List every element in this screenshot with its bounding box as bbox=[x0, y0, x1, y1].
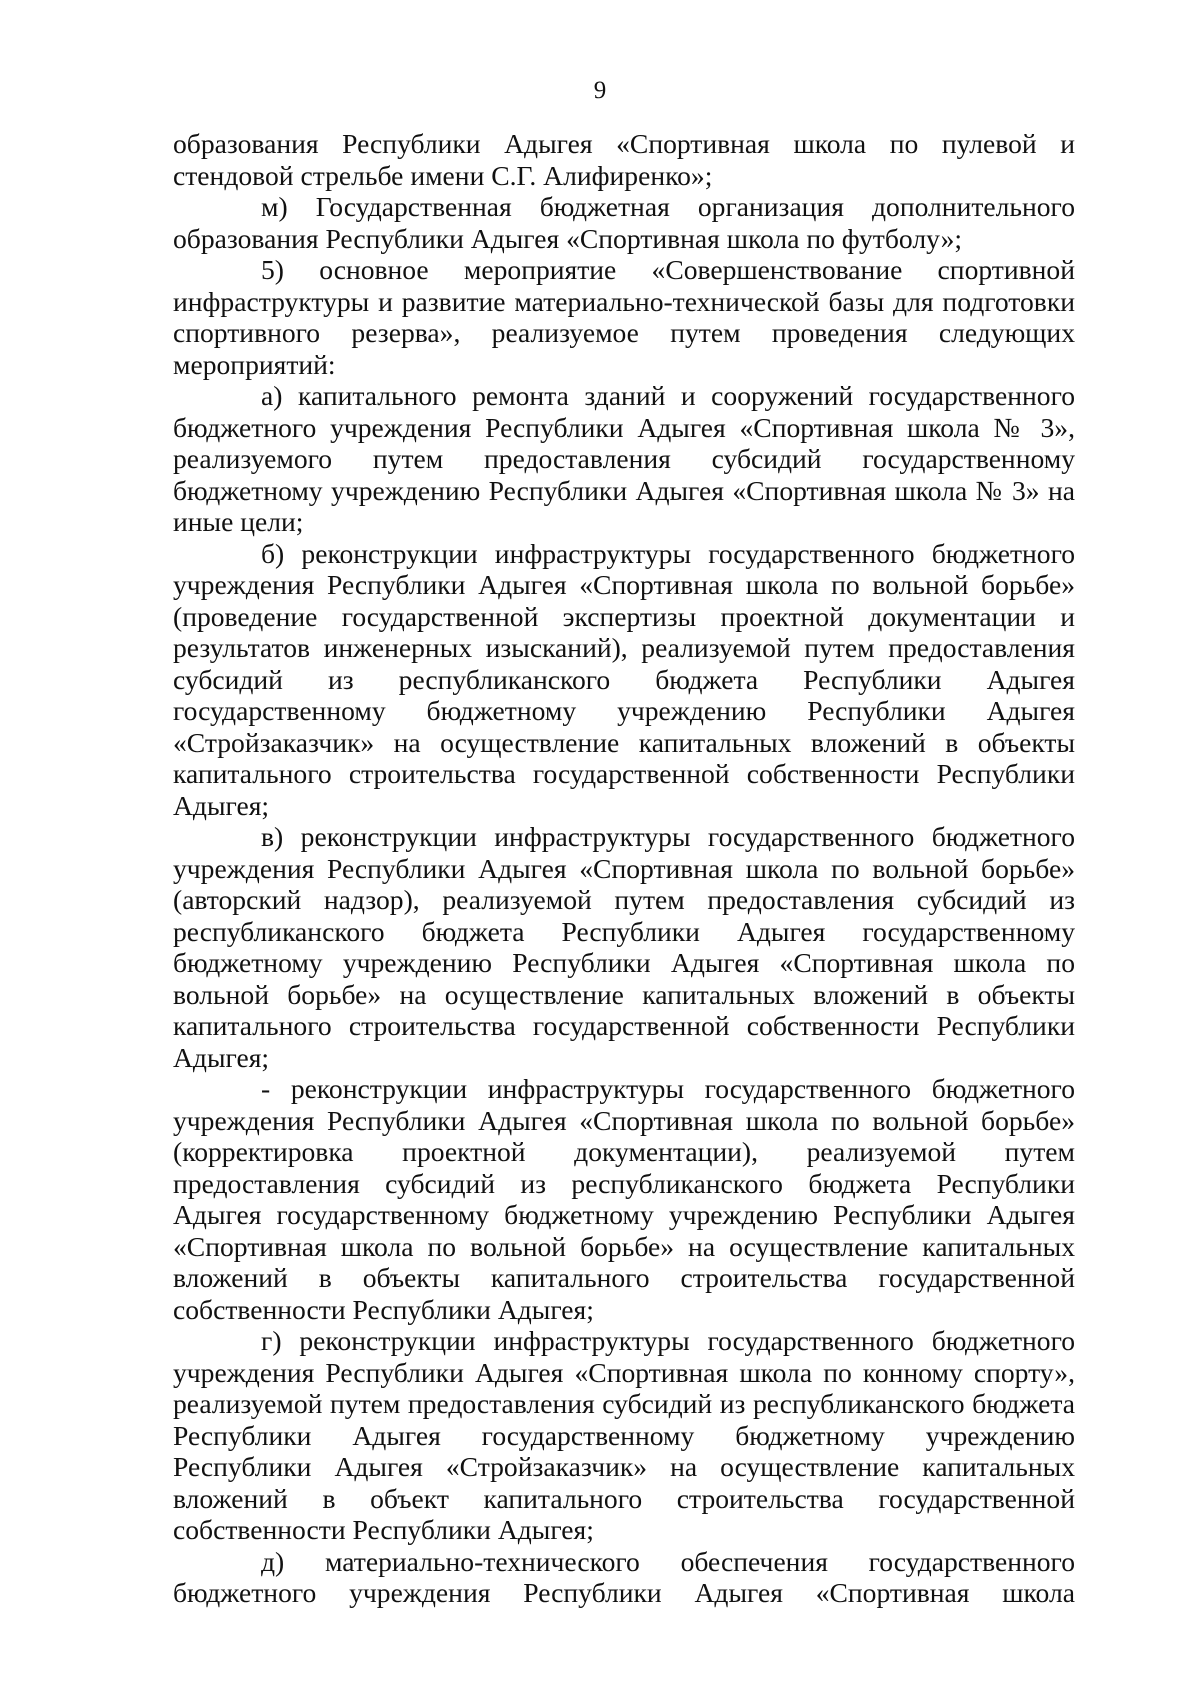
paragraph-item-d: д) материально-технического обеспечения государственного бюджетного учреждения Республики Адыгея «Спортивная школа bbox=[173, 1545, 1075, 1608]
paragraph-item-g: г) реконструкции инфраструктуры государственного бюджетного учреждения Республики Адыгея «Спортивная школа по конному спорту», реализуемой путем предоставления субсидий из республиканского бюджета Республики Адыгея государственному бюджетному учреждению Республики Адыгея «Стройзаказчик» на осуществление капитальных вложений в объект капитального строительства государственной собственности Республики Адыгея; bbox=[173, 1325, 1075, 1545]
paragraph-item-5: 5) основное мероприятие «Совершенствование спортивной инфраструктуры и развитие материально-технической базы для подготовки спортивного резерва», реализуемое путем проведения следующих мероприятий: bbox=[173, 254, 1075, 380]
page-number: 9 bbox=[593, 77, 607, 104]
paragraph-item-v: в) реконструкции инфраструктуры государственного бюджетного учреждения Республики Адыгея «Спортивная школа по вольной борьбе» (авторский надзор), реализуемой путем предоставления субсидий из республиканского бюджета Республики Адыгея государственному бюджетному учреждению Республики Адыгея «Спортивная школа по вольной борьбе» на осуществление капитальных вложений в объекты капитального строительства государственной собственности Республики Адыгея; bbox=[173, 821, 1075, 1073]
paragraph-item-b: б) реконструкции инфраструктуры государственного бюджетного учреждения Республики Адыгея «Спортивная школа по вольной борьбе» (проведение государственной экспертизы проектной документации и результатов инженерных изысканий), реализуемой путем предоставления субсидий из республиканского бюджета Республики Адыгея государственному бюджетному учреждению Республики Адыгея «Стройзаказчик» на осуществление капитальных вложений в объекты капитального строительства государственной собственности Республики Адыгея; bbox=[173, 537, 1075, 821]
paragraph-continuation: образования Республики Адыгея «Спортивная школа по пулевой и стендовой стрельбе имени С.Г. Алифиренко»; bbox=[173, 128, 1075, 191]
paragraph-item-m: м) Государственная бюджетная организация дополнительного образования Республики Адыгея «Спортивная школа по футболу»; bbox=[173, 191, 1075, 254]
document-body bbox=[173, 128, 1075, 1609]
paragraph-item-a: а) капитального ремонта зданий и сооружений государственного бюджетного учреждения Республики Адыгея «Спортивная школа № 3», реализуемого путем предоставления субсидий государственному бюджетному учреждению Республики Адыгея «Спортивная школа № 3» на иные цели; bbox=[173, 380, 1075, 537]
paragraph-item-dash: - реконструкции инфраструктуры государственного бюджетного учреждения Республики Адыгея «Спортивная школа по вольной борьбе» (корректировка проектной документации), реализуемой путем предоставления субсидий из республиканского бюджета Республики Адыгея государственному бюджетному учреждению Республики Адыгея «Спортивная школа по вольной борьбе» на осуществление капитальных вложений в объекты капитального строительства государственной собственности Республики Адыгея; bbox=[173, 1073, 1075, 1325]
